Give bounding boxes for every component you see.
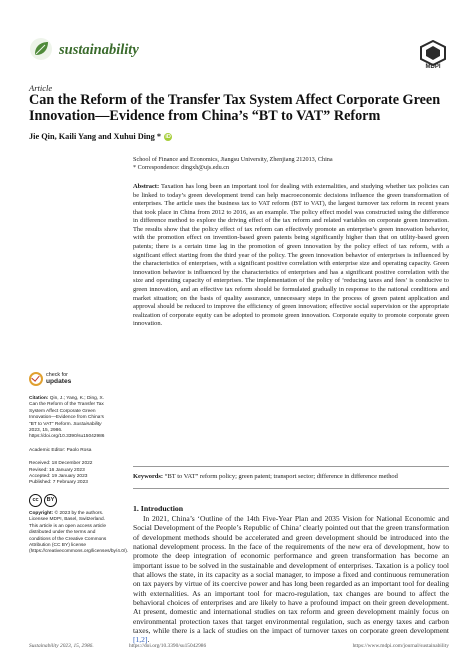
updates-line2: updates: [46, 377, 72, 385]
affiliation-line: School of Finance and Economics, Jiangsu University, Zhenjiang 212013, China: [133, 156, 333, 163]
by-icon: BY: [44, 494, 57, 507]
mdpi-logo-icon: [419, 40, 447, 66]
copyright-label: Copyright:: [29, 510, 54, 516]
abstract-label: Abstract:: [133, 183, 160, 190]
publisher-name: MDPI: [425, 64, 441, 70]
divider: [133, 466, 449, 467]
cc-icon: cc: [29, 494, 42, 507]
reference-link[interactable]: [1,2]: [133, 635, 148, 645]
citation-doi[interactable]: 2023, 15, 2986. https://doi.org/10.3390/su15042986: [29, 428, 105, 440]
page-footer: [29, 643, 449, 653]
citation-journal: Sustainability: [73, 421, 102, 427]
copyright-text: © 2023 by the authors. Licensee MDPI, Basel, Switzerland. This article is an open access article distributed under the terms and conditions of the Creative Commons Attribution (CC BY) license (https://creativecommons.org/licenses/by/4.0/).: [29, 510, 129, 555]
orcid-icon[interactable]: iD: [165, 134, 171, 140]
keywords-label: Keywords:: [133, 473, 164, 480]
article-type: Article: [29, 83, 53, 93]
check-updates-icon: [29, 372, 43, 386]
keywords-text: “BT to VAT” reform policy; green patent; transport sector; difference in difference method: [164, 473, 398, 480]
updates-line1: check for: [46, 371, 68, 378]
copyright-block: [29, 510, 129, 556]
citation-label: Citation:: [29, 396, 49, 401]
editor-line: Academic Editor: Paolo Rosa: [29, 447, 92, 453]
article-sidebar: [29, 371, 129, 563]
journal-header: [29, 37, 447, 70]
cc-license-badge[interactable]: [29, 494, 111, 507]
footer-doi[interactable]: https://doi.org/10.3390/su15042986: [129, 643, 207, 649]
received-date: Received: 18 December 2022: [29, 461, 93, 467]
leaf-logo-icon: [29, 37, 53, 61]
abstract: [133, 183, 449, 329]
revised-date: Revised: 16 January 2023: [29, 467, 85, 473]
affiliation-block: [133, 156, 449, 172]
check-for-updates-button[interactable]: [29, 372, 111, 386]
article-title: Can the Reform of the Transfer Tax System Affect Corporate Green Innovation—Evidence from China’s “BT to VAT” Reform: [29, 92, 441, 125]
citation-block: [29, 396, 111, 441]
published-date: Published: 7 February 2023: [29, 480, 88, 486]
introduction-paragraph: [133, 514, 449, 645]
dates-block: [29, 461, 111, 487]
journal-name[interactable]: sustainability: [59, 42, 139, 58]
author-names[interactable]: Jie Qin, Kaili Yang and Xuhui Ding *: [29, 132, 162, 141]
divider: [133, 488, 449, 489]
citation-text: Qin, J.; Yang, K.; Ding, X. Can the Reform of the Transfer Tax System Affect Corporate Green Innovation—Evidence from China’s “BT to VAT” Reform.: [29, 396, 105, 427]
footer-journal-ref: Sustainability 2023, 15, 2986.: [29, 643, 94, 649]
abstract-text: Taxation has long been an important tool for dealing with externalities, and studying whether tax policies can be linked to today’s green development trend can help macroeconomic decisions influence the green transformation of enterprises. The article uses the business tax to VAT reform (BT to VAT), the largest turnover tax reform in recent years that took place in China from 2012 to 2016, as an example. The policy effect model was constructed using the difference in difference method to explore the driving effect of the tax reform and related variables on corporate green innovation. The results show that the policy effect of tax reform can effectively promote an enterprise’s green innovation behavior, with the promotion effect on invention-based green patents being significantly higher than that on utility-based green patents; there is a certain time lag in the promotion of green innovation by the policy effect of tax reform, with a significant effect starting from the third year of the policy. The green innovation behavior of enterprises is influenced by the characteristics of enterprises, with a significant positive correlation with enterprise size and operating capacity. Green innovation behavior is influenced by the characteristics of enterprises and has a significant positive correlation with the size and operating capacity of enterprises. The implementation of the policy of ‘reducing taxes and fees’ is conducive to green innovation, and an effective tax reform should be formulated gradually in response to the national conditions and market situation; on the basis of quality assurance, unnecessary steps in the process of green patent application and approval should be reduced to improve the efficiency of green innovation; effective social supervision or the appropriate realization of corporate equity can be adopted to promote green innovation. Corporate equity to promote corporate green innovation.: [133, 183, 449, 328]
updates-label: [46, 373, 71, 386]
author-list: [29, 132, 172, 141]
intro-end: .: [147, 635, 150, 645]
accepted-date: Accepted: 19 January 2023: [29, 474, 88, 480]
section-heading: 1. Introduction: [133, 504, 184, 513]
correspondence-line[interactable]: * Correspondence: dingxh@ujs.edu.cn: [133, 164, 230, 172]
footer-url[interactable]: https://www.mdpi.com/journal/sustainability: [352, 643, 449, 649]
keywords: [133, 473, 449, 482]
intro-text: In 2021, China’s ‘Outline of the 14th Five-Year Plan and 2035 Vision for National Economic and Social Development of the People’s Republic of China’ clearly pointed out that the green transformation of development methods should be accelerated and green development should be introduced into the national development process. In the face of the requirements of the new era of development, how to promote the deep integration of economic performance and green transformation has become an important issue to be solved in the sustainable and development of enterprises. Taxation is a policy tool that allows the state, in its capacity as a social manager, to impose a fixed and continuous remuneration on tax payers by virtue of its coercive power and has long been regarded as an important tool for dealing with externalities. As an important tool for macro-regulation, tax changes are bound to affect the behavioral choices of enterprises and are likely to have a profound impact on their green development. At present, domestic and international studies on tax reform and green development mainly focus on environmental protection taxes that target environmental regulation, such as energy taxes and carbon taxes, while there is a lack of studies on the impact of turnover taxes on corporate green development: [133, 514, 449, 636]
